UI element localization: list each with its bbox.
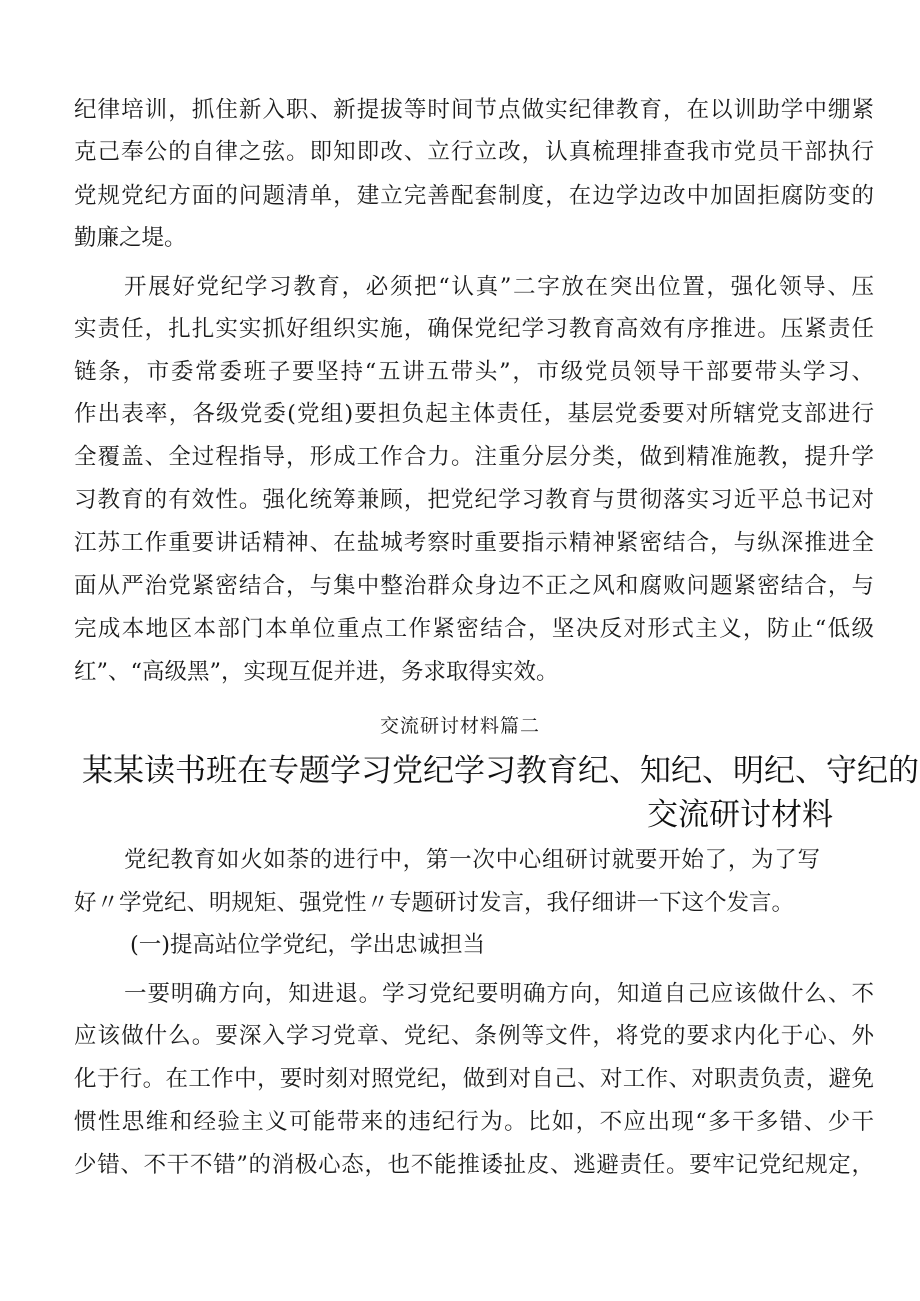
paragraph2-line-10: 红”、“高级黑”，实现互促并进，务求取得实效。 — [74, 659, 559, 685]
section-heading: (一)提高站位学党纪，学出忠诚担当 — [130, 932, 486, 958]
paragraph4-line-4: 惯性思维和经验主义可能带来的违纪行为。比如，不应出现“多干多错、少干 — [74, 1109, 874, 1135]
paragraph2-line-6: 习教育的有效性。强化统筹兼顾，把党纪学习教育与贯彻落实习近平总书记对 — [74, 487, 874, 513]
paragraph1-line-2: 克己奉公的自律之弦。即知即改、立行立改，认真梳理排查我市党员干部执行 — [74, 139, 874, 165]
paragraph2-line-7: 江苏工作重要讲话精神、在盐城考察时重要指示精神紧密结合，与纵深推进全 — [74, 530, 874, 556]
document-title-line-1: 某某读书班在专题学习党纪学习教育纪、知纪、明纪、守纪的 — [82, 753, 919, 789]
paragraph1-line-1: 纪律培训，抓住新入职、新提拔等时间节点做实纪律教育，在以训助学中绷紧 — [74, 97, 874, 123]
paragraph2-line-5: 全覆盖、全过程指导，形成工作合力。注重分层分类，做到精准施教，提升学 — [74, 444, 874, 470]
paragraph2-line-9: 完成本地区本部门本单位重点工作紧密结合，坚决反对形式主义，防止“低级 — [74, 616, 874, 642]
paragraph2-line-2: 实责任，扎扎实实抓好组织实施，确保党纪学习教育高效有序推进。压紧责任 — [74, 316, 874, 342]
paragraph2-line-3: 链条，市委常委班子要坚持“五讲五带头”，市级党员领导干部要带头学习、 — [74, 359, 874, 385]
paragraph2-line-1: 开展好党纪学习教育，必须把“认真”二字放在突出位置，强化领导、压 — [124, 274, 874, 300]
section-caption: 交流研讨材料篇二 — [379, 715, 540, 737]
paragraph3-line-1: 党纪教育如火如荼的进行中，第一次中心组研讨就要开始了，为了写 — [124, 847, 820, 873]
paragraph4-line-2: 应该做什么。要深入学习党章、党纪、条例等文件，将党的要求内化于心、外 — [74, 1023, 874, 1049]
paragraph1-line-4: 勤廉之堤。 — [74, 225, 187, 251]
paragraph2-line-4: 作出表率，各级党委(党组)要担负起主体责任，基层党委要对所辖党支部进行 — [74, 401, 874, 427]
paragraph1-line-3: 党规党纪方面的问题清单，建立完善配套制度，在边学边改中加固拒腐防变的 — [74, 183, 874, 209]
document-title-line-2: 交流研讨材料 — [647, 797, 833, 833]
paragraph4-line-1: 一要明确方向，知进退。学习党纪要明确方向，知道自己应该做什么、不 — [124, 981, 874, 1007]
paragraph2-line-8: 面从严治党紧密结合，与集中整治群众身边不正之风和腐败问题紧密结合，与 — [74, 573, 874, 599]
paragraph3-line-2: 好〃学党纪、明规矩、强党性〃专题研讨发言，我仔细讲一下这个发言。 — [74, 890, 795, 916]
paragraph4-line-5: 少错、不干不错”的消极心态，也不能推诿扯皮、逃避责任。要牢记党纪规定， — [74, 1152, 874, 1178]
paragraph4-line-3: 化于行。在工作中，要时刻对照党纪，做到对自己、对工作、对职责负责，避免 — [74, 1066, 874, 1092]
